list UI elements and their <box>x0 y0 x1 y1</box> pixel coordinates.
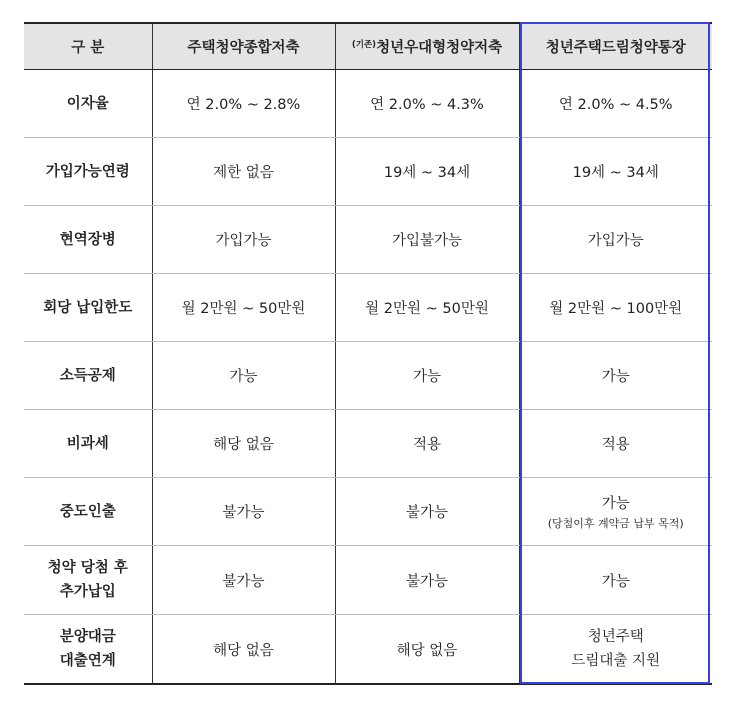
table-cell: 19세 ~ 34세 <box>335 138 519 206</box>
table-cell: 해당 없음 <box>152 615 335 685</box>
table-cell: 가입불가능 <box>335 206 519 274</box>
header-housing-savings: 주택청약종합저축 <box>152 23 335 70</box>
row-label: 비과세 <box>24 410 152 478</box>
table-cell: 월 2만원 ~ 50만원 <box>335 274 519 342</box>
table-cell: 해당 없음 <box>152 410 335 478</box>
table-cell: 연 2.0% ~ 4.5% <box>519 70 712 138</box>
table-cell: 월 2만원 ~ 100만원 <box>519 274 712 342</box>
table-cell: 가입가능 <box>152 206 335 274</box>
header-category: 구 분 <box>24 23 152 70</box>
row-label: 회당 납입한도 <box>24 274 152 342</box>
table-row <box>24 70 712 138</box>
table-cell: 연 2.0% ~ 4.3% <box>335 70 519 138</box>
table-cell: 가능 <box>519 546 712 615</box>
table-row <box>24 546 712 615</box>
table-cell: 적용 <box>519 410 712 478</box>
cell-note: (당첨이후 계약금 납부 목적) <box>547 517 684 530</box>
table-row <box>24 274 712 342</box>
row-label: 이자율 <box>24 70 152 138</box>
table-cell: 불가능 <box>152 478 335 546</box>
row-label-line: 추가납입 <box>59 584 116 600</box>
table-row <box>24 478 712 546</box>
table-cell <box>519 615 712 685</box>
cell-main-text: 가능 <box>601 496 630 512</box>
comparison-table <box>24 22 712 685</box>
header-existing-prefix: (기존) <box>351 40 377 50</box>
table-cell: 제한 없음 <box>152 138 335 206</box>
row-label-line: 청약 당첨 후 <box>47 560 128 576</box>
cell-line: 드림대출 지원 <box>571 653 661 669</box>
table-cell: 불가능 <box>152 546 335 615</box>
table-cell: 가능 <box>519 342 712 410</box>
header-youth-preferred <box>335 23 519 70</box>
table-cell: 가능 <box>152 342 335 410</box>
row-label: 가입가능연령 <box>24 138 152 206</box>
header-youth-preferred-label: 청년우대형청약저축 <box>376 40 503 56</box>
row-label-line: 분양대금 <box>59 629 116 645</box>
table-row <box>24 342 712 410</box>
table-cell: 가입가능 <box>519 206 712 274</box>
table-cell: 불가능 <box>335 478 519 546</box>
row-label: 소득공제 <box>24 342 152 410</box>
table-row <box>24 615 712 685</box>
table-cell: 19세 ~ 34세 <box>519 138 712 206</box>
row-label: 현역장병 <box>24 206 152 274</box>
table-row <box>24 410 712 478</box>
table-row <box>24 138 712 206</box>
row-label-line: 대출연계 <box>59 653 116 669</box>
table-row <box>24 206 712 274</box>
cell-line: 청년주택 <box>587 629 644 645</box>
table-cell <box>519 478 712 546</box>
table-cell: 적용 <box>335 410 519 478</box>
table-cell: 불가능 <box>335 546 519 615</box>
table-cell: 연 2.0% ~ 2.8% <box>152 70 335 138</box>
row-label: 중도인출 <box>24 478 152 546</box>
header-row <box>24 23 712 70</box>
row-label <box>24 546 152 615</box>
table-cell: 월 2만원 ~ 50만원 <box>152 274 335 342</box>
row-label <box>24 615 152 685</box>
table-cell: 가능 <box>335 342 519 410</box>
header-youth-dream: 청년주택드림청약통장 <box>519 23 712 70</box>
table-cell: 해당 없음 <box>335 615 519 685</box>
